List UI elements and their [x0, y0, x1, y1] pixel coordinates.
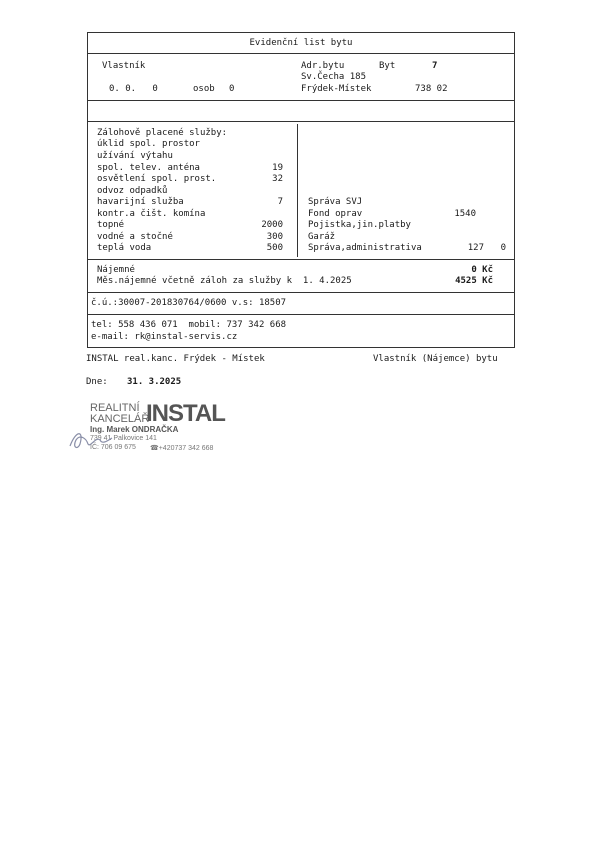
service-value: 0	[500, 243, 506, 253]
osob-label: osob	[193, 84, 215, 94]
services-heading: Zálohově placené služby:	[97, 128, 228, 138]
divider	[87, 100, 515, 101]
service-label: osvětlení spol. prost.	[97, 174, 217, 184]
service-value: 500	[266, 243, 283, 253]
column-divider	[297, 124, 298, 257]
service-label: kontr.a čišt. komína	[97, 209, 206, 219]
stamp-phone: ☎+420737 342 668	[150, 445, 214, 452]
address-label: Adr.bytu	[301, 61, 345, 71]
footer-company: INSTAL real.kanc. Frýdek - Místek	[86, 354, 265, 364]
address-street: Sv.Čecha 185	[301, 72, 367, 82]
contact-email: e-mail: rk@instal-servis.cz	[91, 332, 238, 342]
osob-value: 0	[229, 84, 235, 94]
monthly-value: 4525 Kč	[455, 276, 493, 286]
owner-date: 0. 0. 0	[109, 84, 158, 94]
service-label: vodné a stočné	[97, 232, 173, 242]
service-label: topné	[97, 220, 125, 230]
service-label: Správa,administrativa	[308, 243, 422, 253]
stamp-ic: IČ: 706 09 675	[90, 444, 136, 451]
service-value: 32	[272, 174, 283, 184]
byt-value: 7	[432, 61, 438, 71]
date-label: Dne:	[86, 377, 108, 387]
date-value: 31. 3.2025	[127, 377, 182, 387]
service-label: Pojistka,jin.platby	[308, 220, 411, 230]
rent-value: 0 Kč	[471, 265, 493, 275]
service-value: 19	[272, 163, 283, 173]
divider	[87, 53, 515, 54]
service-label: užívání výtahu	[97, 151, 173, 161]
bank-account: č.ú.:30007-201830764/0600 v.s: 18507	[91, 298, 287, 308]
service-label: odvoz odpadků	[97, 186, 168, 196]
divider	[87, 121, 515, 122]
divider	[87, 314, 515, 315]
service-label: Fond oprav	[308, 209, 363, 219]
service-label: Garáž	[308, 232, 336, 242]
stamp-brand-logo: INSTAL	[146, 400, 225, 427]
page-title: Evidenční list bytu	[249, 38, 353, 48]
service-value: 7	[277, 197, 283, 207]
service-label: teplá voda	[97, 243, 152, 253]
divider	[87, 259, 515, 260]
byt-label: Byt	[379, 61, 396, 71]
stamp-line1: REALITNÍ	[90, 402, 140, 414]
stamp-line2: KANCELÁŘ	[90, 413, 150, 425]
service-label: úklid spol. prostor	[97, 139, 200, 149]
owner-label: Vlastník	[102, 61, 146, 71]
service-label: havarijní služba	[97, 197, 184, 207]
stamp-address: 739 41 Palkovice 141	[90, 435, 157, 442]
monthly-label: Měs.nájemné včetně záloh za služby k 1. 4.2025	[97, 276, 352, 286]
address-city: Frýdek-Místek	[301, 84, 372, 94]
signature-icon	[66, 426, 116, 456]
divider	[87, 292, 515, 293]
service-value: 1540	[454, 209, 476, 219]
service-value: 127	[467, 243, 484, 253]
footer-owner: Vlastník (Nájemce) bytu	[373, 354, 498, 364]
address-zip: 738 02	[415, 84, 448, 94]
stamp-name: Ing. Marek ONDRAČKA	[90, 425, 179, 434]
rent-label: Nájemné	[97, 265, 135, 275]
service-value: 300	[266, 232, 283, 242]
service-value: 2000	[261, 220, 283, 230]
service-label: spol. telev. anténa	[97, 163, 200, 173]
service-label: Správa SVJ	[308, 197, 363, 207]
contact-phone: tel: 558 436 071 mobil: 737 342 668	[91, 320, 287, 330]
company-stamp	[64, 400, 234, 460]
